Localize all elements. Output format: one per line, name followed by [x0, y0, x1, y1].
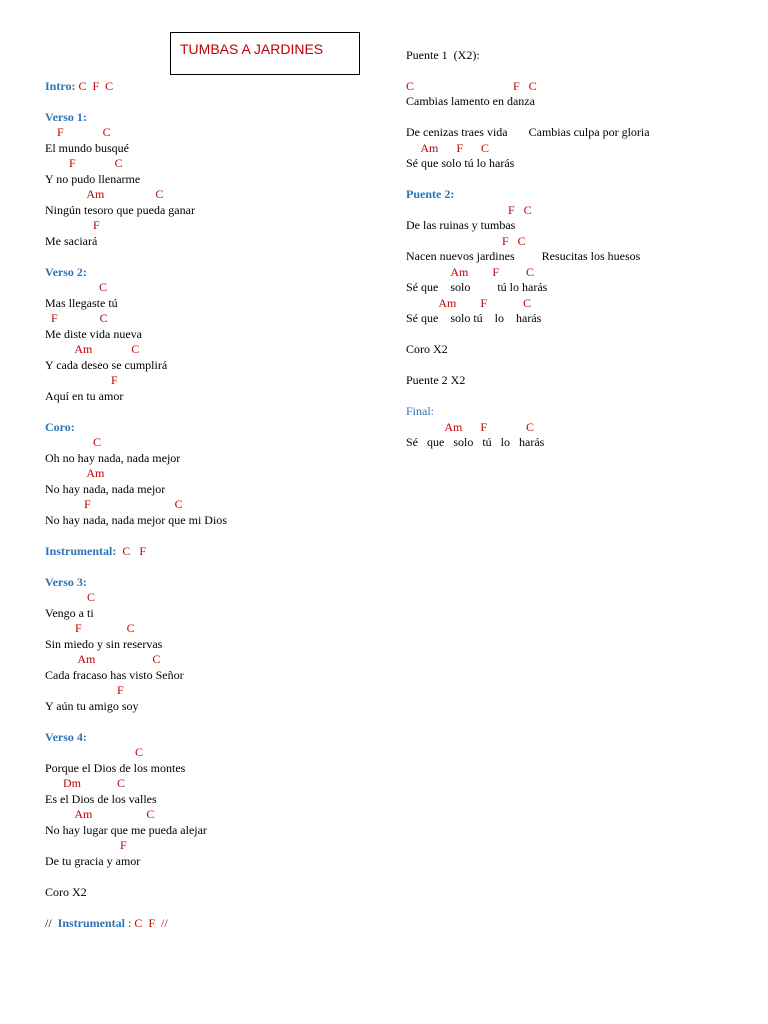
verso1-heading: Verso 1:	[45, 110, 87, 124]
lyric-line: Y no pudo llenarme	[45, 172, 141, 186]
chord-line: C	[45, 745, 144, 759]
instrumental-heading: Instrumental:	[45, 544, 117, 558]
chord-line: C F C	[406, 79, 537, 93]
chord-line: F C	[45, 125, 111, 139]
final-instrumental-chords: : C F	[125, 916, 162, 930]
chord-line: F	[45, 218, 100, 232]
lyric-line: Ningún tesoro que pueda ganar	[45, 203, 195, 217]
lyric-line: Nacen nuevos jardines Resucitas los huesos	[406, 249, 641, 263]
chord-line: Am C	[45, 342, 140, 356]
lyric-line: Cambias lamento en danza	[406, 94, 535, 108]
chord-line: C	[45, 280, 108, 294]
chord-line: F	[45, 683, 124, 697]
coro-x2-left: Coro X2	[45, 885, 87, 899]
chord-line: Dm C	[45, 776, 126, 790]
lyric-line: Oh no hay nada, nada mejor	[45, 451, 181, 465]
puente1-heading: Puente 1 (X2):	[406, 48, 480, 62]
chord-line: F	[45, 373, 118, 387]
lyric-line: De tu gracia y amor	[45, 854, 141, 868]
intro-heading: Intro:	[45, 79, 76, 93]
lyric-line: Cada fracaso has visto Señor	[45, 668, 184, 682]
song-title: TUMBAS A JARDINES	[170, 32, 360, 75]
chord-line: Am C	[45, 807, 155, 821]
lyric-line: Y cada deseo se cumplirá	[45, 358, 168, 372]
verso2-heading: Verso 2:	[45, 265, 87, 279]
lyric-line: De cenizas traes vida Cambias culpa por gloria	[406, 125, 650, 139]
final-instrumental-line	[45, 916, 168, 930]
verso3-heading: Verso 3:	[45, 575, 87, 589]
chord-line: Am F C	[406, 265, 535, 279]
chord-line: F C	[406, 234, 526, 248]
chord-line: Am F C	[406, 296, 532, 310]
lyric-line: Es el Dios de los valles	[45, 792, 157, 806]
instrumental-chords: C F	[116, 544, 147, 558]
lyric-line: No hay nada, nada mejor que mi Dios	[45, 513, 227, 527]
lyric-line: Sé que solo tú lo harás	[406, 435, 545, 449]
coro-x2-right: Coro X2	[406, 342, 448, 356]
puente2-x2: Puente 2 X2	[406, 373, 466, 387]
chord-line: Am F C	[406, 420, 535, 434]
lyric-line: Me saciará	[45, 234, 98, 248]
lyric-line: Aquí en tu amor	[45, 389, 124, 403]
coro-heading: Coro:	[45, 420, 75, 434]
repeat-open-mark: //	[45, 916, 58, 930]
chord-line: F C	[406, 203, 532, 217]
verso4-heading: Verso 4:	[45, 730, 87, 744]
instrumental-line	[45, 544, 146, 558]
chord-line: F C	[45, 311, 108, 325]
chord-line: Am F C	[406, 141, 490, 155]
lyric-line: Sé que solo tú lo harás	[406, 311, 542, 325]
lyric-line: Sin miedo y sin reservas	[45, 637, 163, 651]
chord-line: F C	[45, 621, 135, 635]
lyric-line: No hay nada, nada mejor	[45, 482, 166, 496]
lyric-line: El mundo busqué	[45, 141, 129, 155]
final-heading: Final:	[406, 404, 435, 418]
lyric-line: De las ruinas y tumbas	[406, 218, 516, 232]
lyric-line: Vengo a ti	[45, 606, 94, 620]
repeat-close-mark: //	[161, 916, 168, 930]
lyric-line: Y aún tu amigo soy	[45, 699, 139, 713]
chord-line: Am	[45, 466, 105, 480]
chord-line: C	[45, 590, 96, 604]
lyric-line: No hay lugar que me pueda alejar	[45, 823, 207, 837]
chord-line: F C	[45, 156, 123, 170]
chord-line: Am C	[45, 187, 164, 201]
lyric-line: Mas llegaste tú	[45, 296, 118, 310]
chord-line: Am C	[45, 652, 161, 666]
intro-chords: C F C	[75, 79, 114, 93]
lyric-line: Sé que solo tú lo harás	[406, 156, 515, 170]
lyric-line: Me diste vida nueva	[45, 327, 142, 341]
intro-line	[45, 79, 113, 93]
chord-line: F	[45, 838, 127, 852]
chord-line: C	[45, 435, 102, 449]
chord-line: F C	[45, 497, 183, 511]
lyric-line: Sé que solo tú lo harás	[406, 280, 548, 294]
final-instrumental-heading: Instrumental	[57, 916, 126, 930]
lyric-line: Porque el Dios de los montes	[45, 761, 186, 775]
puente2-heading: Puente 2:	[406, 187, 455, 201]
